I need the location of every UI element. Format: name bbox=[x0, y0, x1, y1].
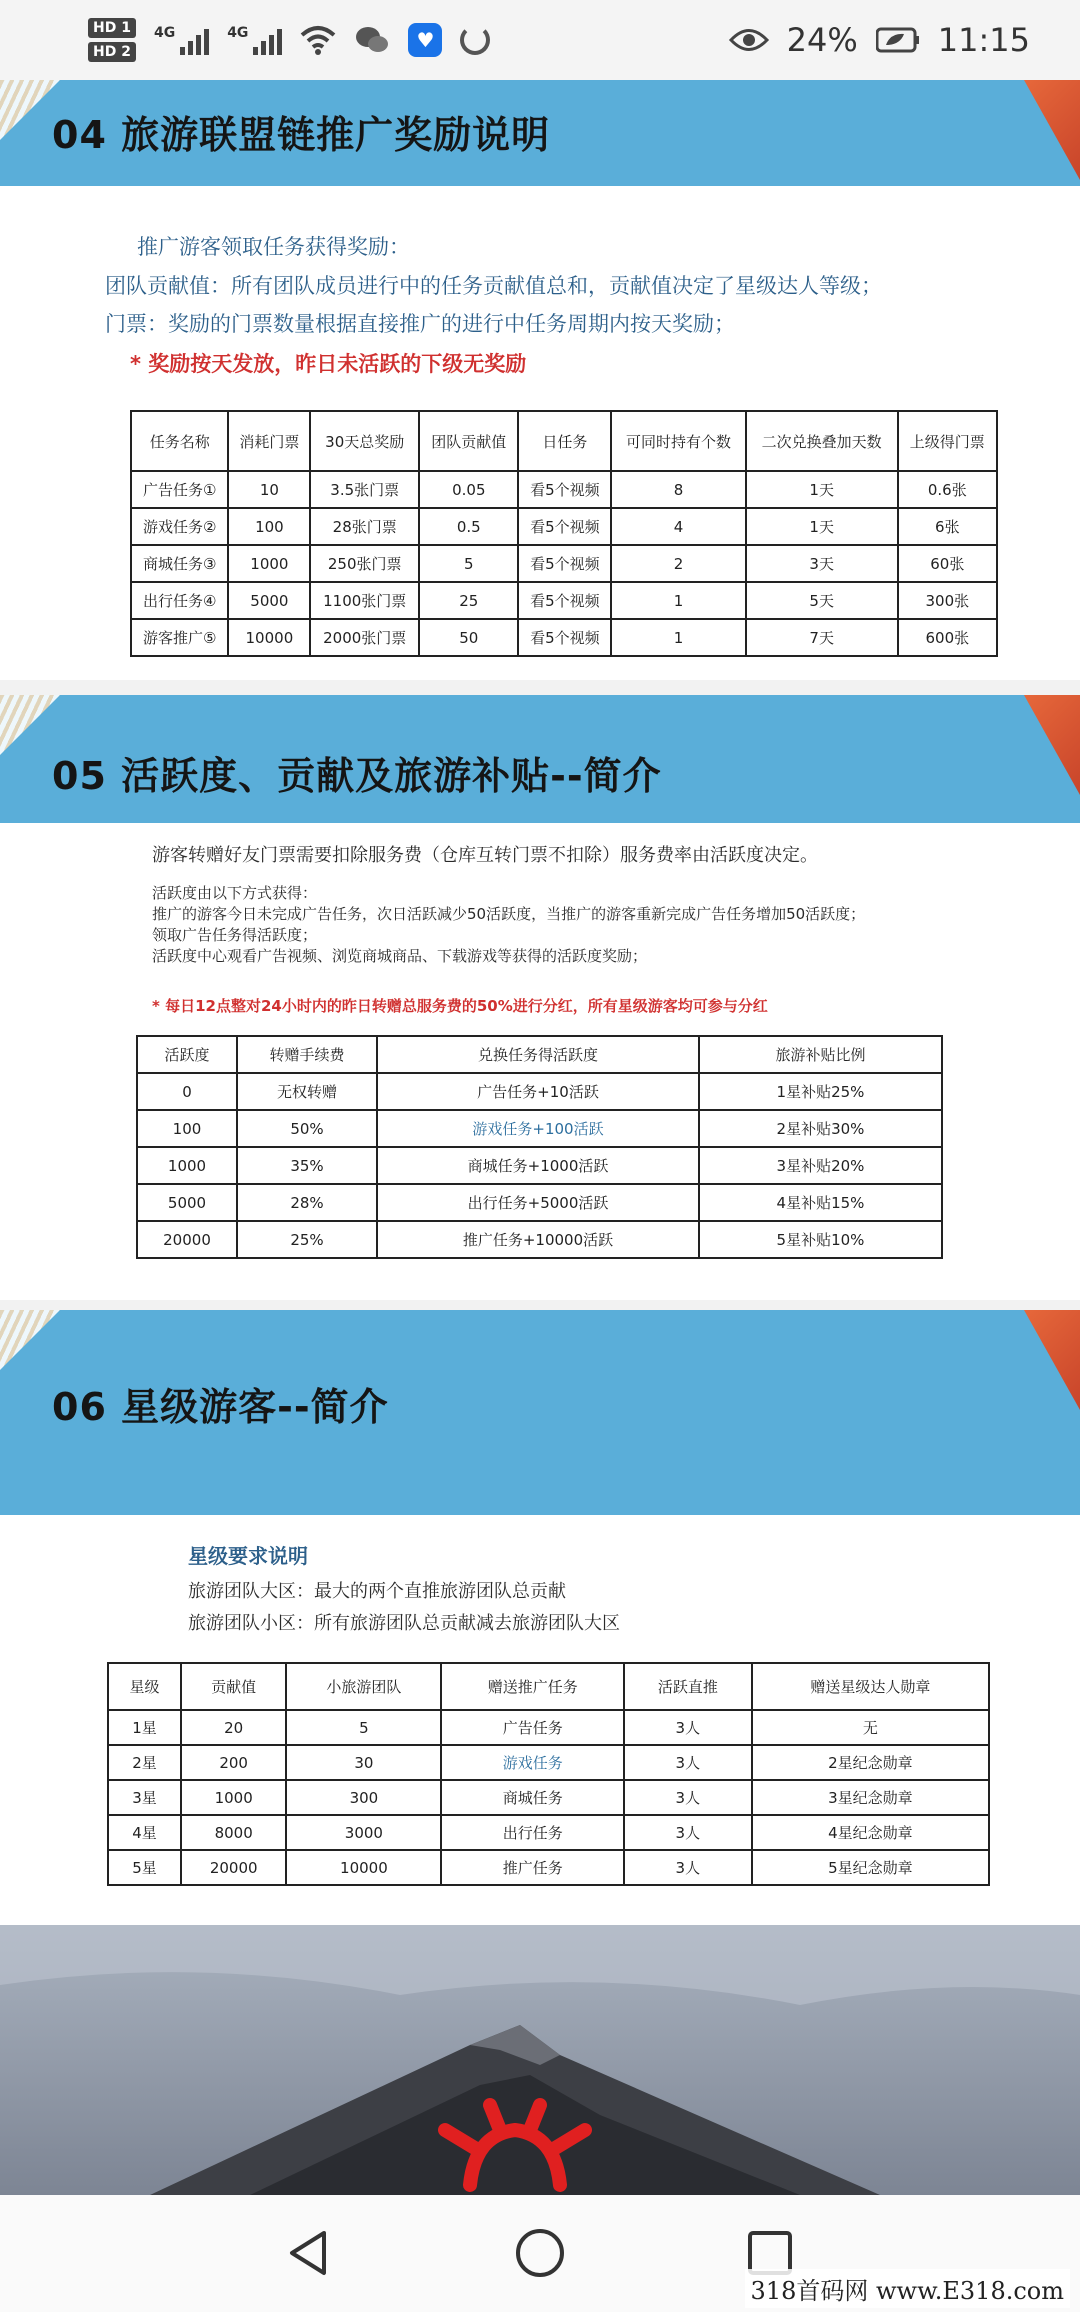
table-row bbox=[131, 582, 997, 619]
table-cell: 0.6张 bbox=[898, 471, 997, 508]
table-cell: 2星补贴30% bbox=[699, 1110, 942, 1147]
table-row bbox=[108, 1815, 989, 1850]
table-cell: 出行任务+5000活跃 bbox=[377, 1184, 699, 1221]
table-cell: 推广任务 bbox=[441, 1850, 624, 1885]
table-cell: 5 bbox=[286, 1710, 441, 1745]
table-cell: 0.05 bbox=[419, 471, 518, 508]
table-cell: 游客推广⑤ bbox=[131, 619, 228, 656]
table-cell: 1000 bbox=[181, 1780, 286, 1815]
table-cell: 5000 bbox=[137, 1184, 237, 1221]
table-cell: 1 bbox=[611, 619, 745, 656]
table-cell: 20 bbox=[181, 1710, 286, 1745]
hd2-label: HD 2 bbox=[88, 42, 136, 62]
table-cell: 2星纪念勋章 bbox=[752, 1745, 989, 1780]
table-header-cell: 消耗门票 bbox=[228, 411, 310, 471]
table-header-cell: 赠送星级达人勋章 bbox=[752, 1663, 989, 1710]
table-cell: 3.5张门票 bbox=[310, 471, 419, 508]
table-header-cell: 星级 bbox=[108, 1663, 181, 1710]
table-cell: 1星补贴25% bbox=[699, 1073, 942, 1110]
table-cell: 3人 bbox=[624, 1710, 752, 1745]
home-button[interactable] bbox=[512, 2225, 568, 2281]
app-icon: ♥ bbox=[408, 23, 442, 57]
table-cell: 3天 bbox=[746, 545, 898, 582]
table-cell: 推广任务+10000活跃 bbox=[377, 1221, 699, 1258]
notice-line: * 每日12点整对24小时内的昨日转赠总服务费的50%进行分红，所有星级游客均可参与分红 bbox=[152, 997, 768, 1015]
table-header-cell: 活跃度 bbox=[137, 1036, 237, 1073]
table-row bbox=[137, 1184, 942, 1221]
table-cell: 3人 bbox=[624, 1745, 752, 1780]
clock: 11:15 bbox=[937, 21, 1030, 59]
table-cell: 5星纪念勋章 bbox=[752, 1850, 989, 1885]
table-cell: 50 bbox=[419, 619, 518, 656]
table-row bbox=[108, 1850, 989, 1885]
table-cell: 5星补贴10% bbox=[699, 1221, 942, 1258]
table-header-row bbox=[108, 1663, 989, 1710]
table-row bbox=[131, 471, 997, 508]
table-row bbox=[137, 1147, 942, 1184]
slide-06 bbox=[0, 1310, 1080, 1925]
notice-line: * 奖励按天发放，昨日未活跃的下级无奖励 bbox=[130, 352, 527, 376]
table-cell: 1天 bbox=[746, 471, 898, 508]
table-cell: 3星 bbox=[108, 1780, 181, 1815]
table-cell: 60张 bbox=[898, 545, 997, 582]
table-header-cell: 30天总奖励 bbox=[310, 411, 419, 471]
activity-table bbox=[136, 1035, 943, 1259]
intro-line: 推广游客领取任务获得奖励： bbox=[137, 235, 410, 259]
table-cell: 4星补贴15% bbox=[699, 1184, 942, 1221]
table-cell: 无权转赠 bbox=[237, 1073, 377, 1110]
hd1-label: HD 1 bbox=[88, 18, 136, 38]
battery-percent: 24% bbox=[786, 21, 858, 59]
table-header-row bbox=[137, 1036, 942, 1073]
intro-line: 活跃度由以下方式获得： bbox=[152, 884, 318, 902]
mountain-illustration bbox=[0, 1925, 1080, 2195]
table-cell: 商城任务③ bbox=[131, 545, 228, 582]
navigation-bar bbox=[0, 2195, 1080, 2312]
table-cell: 3000 bbox=[286, 1815, 441, 1850]
table-header-cell: 二次兑换叠加天数 bbox=[746, 411, 898, 471]
signal-icon bbox=[154, 25, 209, 55]
table-cell: 1100张门票 bbox=[310, 582, 419, 619]
table-header-cell: 转赠手续费 bbox=[237, 1036, 377, 1073]
table-header-cell: 贡献值 bbox=[181, 1663, 286, 1710]
table-row bbox=[108, 1780, 989, 1815]
back-button[interactable] bbox=[280, 2225, 336, 2281]
table-header-cell: 活跃直推 bbox=[624, 1663, 752, 1710]
table-cell: 广告任务① bbox=[131, 471, 228, 508]
table-cell: 600张 bbox=[898, 619, 997, 656]
table-row bbox=[108, 1710, 989, 1745]
table-cell: 28% bbox=[237, 1184, 377, 1221]
table-cell: 1 bbox=[611, 582, 745, 619]
table-cell: 商城任务 bbox=[441, 1780, 624, 1815]
watermark: 318首码网 www.E318.com bbox=[745, 2269, 1070, 2308]
section-subtitle: 星级要求说明 bbox=[188, 1544, 308, 1568]
table-cell: 200 bbox=[181, 1745, 286, 1780]
table-cell: 4星 bbox=[108, 1815, 181, 1850]
table-row bbox=[137, 1221, 942, 1258]
table-cell: 广告任务+10活跃 bbox=[377, 1073, 699, 1110]
table-cell: 广告任务 bbox=[441, 1710, 624, 1745]
table-cell: 6张 bbox=[898, 508, 997, 545]
slide-04 bbox=[0, 80, 1080, 680]
table-cell: 5星 bbox=[108, 1850, 181, 1885]
signal-icon-2 bbox=[227, 25, 282, 55]
slide-banner bbox=[0, 1310, 1080, 1515]
slide-title: 04 旅游联盟链推广奖励说明 bbox=[52, 113, 551, 157]
table-cell: 3星纪念勋章 bbox=[752, 1780, 989, 1815]
slide-title: 06 星级游客--简介 bbox=[52, 1385, 389, 1429]
table-cell: 20000 bbox=[181, 1850, 286, 1885]
table-cell: 看5个视频 bbox=[518, 545, 611, 582]
table-cell: 1星 bbox=[108, 1710, 181, 1745]
table-cell: 1天 bbox=[746, 508, 898, 545]
table-cell: 100 bbox=[228, 508, 310, 545]
table-cell: 25 bbox=[419, 582, 518, 619]
intro-line: 团队贡献值：所有团队成员进行中的任务贡献值总和，贡献值决定了星级达人等级； bbox=[105, 274, 882, 298]
home-icon bbox=[514, 2227, 566, 2279]
table-cell: 游戏任务 bbox=[441, 1745, 624, 1780]
hd-indicator bbox=[88, 18, 136, 62]
table-row bbox=[137, 1110, 942, 1147]
table-cell: 35% bbox=[237, 1147, 377, 1184]
table-header-cell: 可同时持有个数 bbox=[611, 411, 745, 471]
table-cell: 2星 bbox=[108, 1745, 181, 1780]
wechat-icon bbox=[354, 25, 390, 55]
table-cell: 4 bbox=[611, 508, 745, 545]
table-header-cell: 赠送推广任务 bbox=[441, 1663, 624, 1710]
reward-table bbox=[130, 410, 998, 657]
table-cell: 7天 bbox=[746, 619, 898, 656]
battery-icon bbox=[876, 27, 920, 53]
loading-icon bbox=[460, 25, 490, 55]
star-table bbox=[107, 1662, 990, 1886]
table-cell: 10000 bbox=[286, 1850, 441, 1885]
table-cell: 20000 bbox=[137, 1221, 237, 1258]
table-cell: 10000 bbox=[228, 619, 310, 656]
table-header-cell: 小旅游团队 bbox=[286, 1663, 441, 1710]
back-icon bbox=[284, 2228, 332, 2278]
table-cell: 2000张门票 bbox=[310, 619, 419, 656]
table-header-cell: 日任务 bbox=[518, 411, 611, 471]
table-cell: 看5个视频 bbox=[518, 471, 611, 508]
table-row bbox=[131, 545, 997, 582]
table-cell: 28张门票 bbox=[310, 508, 419, 545]
table-row bbox=[137, 1073, 942, 1110]
slide-title: 05 活跃度、贡献及旅游补贴--简介 bbox=[52, 754, 662, 798]
table-row bbox=[108, 1745, 989, 1780]
table-cell: 无 bbox=[752, 1710, 989, 1745]
intro-line: 旅游团队大区：最大的两个直推旅游团队总贡献 bbox=[188, 1581, 566, 1602]
table-cell: 看5个视频 bbox=[518, 582, 611, 619]
table-header-cell: 团队贡献值 bbox=[419, 411, 518, 471]
table-cell: 50% bbox=[237, 1110, 377, 1147]
table-cell: 3星补贴20% bbox=[699, 1147, 942, 1184]
table-cell: 5000 bbox=[228, 582, 310, 619]
table-header-cell: 旅游补贴比例 bbox=[699, 1036, 942, 1073]
slide-05 bbox=[0, 695, 1080, 1300]
table-cell: 5天 bbox=[746, 582, 898, 619]
intro-line: 领取广告任务得活跃度； bbox=[152, 926, 318, 944]
table-cell: 0.5 bbox=[419, 508, 518, 545]
mountain-photo bbox=[0, 1925, 1080, 2195]
intro-line: 游客转赠好友门票需要扣除服务费（仓库互转门票不扣除）服务费率由活跃度决定。 bbox=[152, 845, 818, 866]
table-cell: 看5个视频 bbox=[518, 619, 611, 656]
table-cell: 出行任务 bbox=[441, 1815, 624, 1850]
table-cell: 1000 bbox=[137, 1147, 237, 1184]
status-bar bbox=[0, 0, 1080, 80]
table-cell: 8 bbox=[611, 471, 745, 508]
network2-label: 4G bbox=[227, 25, 249, 41]
table-cell: 4星纪念勋章 bbox=[752, 1815, 989, 1850]
table-cell: 3人 bbox=[624, 1815, 752, 1850]
table-cell: 3人 bbox=[624, 1780, 752, 1815]
table-cell: 游戏任务+100活跃 bbox=[377, 1110, 699, 1147]
table-cell: 出行任务④ bbox=[131, 582, 228, 619]
table-cell: 看5个视频 bbox=[518, 508, 611, 545]
table-cell: 10 bbox=[228, 471, 310, 508]
eye-icon bbox=[729, 27, 769, 53]
table-cell: 300张 bbox=[898, 582, 997, 619]
intro-line: 活跃度中心观看广告视频、浏览商城商品、下载游戏等获得的活跃度奖励； bbox=[152, 947, 648, 965]
table-row bbox=[131, 508, 997, 545]
slide-banner bbox=[0, 80, 1080, 186]
table-row bbox=[131, 619, 997, 656]
table-cell: 100 bbox=[137, 1110, 237, 1147]
table-cell: 游戏任务② bbox=[131, 508, 228, 545]
table-cell: 3人 bbox=[624, 1850, 752, 1885]
slide-banner bbox=[0, 695, 1080, 823]
table-header-cell: 上级得门票 bbox=[898, 411, 997, 471]
wifi-icon bbox=[300, 25, 336, 55]
intro-line: 推广的游客今日未完成广告任务，次日活跃减少50活跃度，当推广的游客重新完成广告任务增加50活跃度； bbox=[152, 905, 866, 923]
intro-line: 旅游团队小区：所有旅游团队总贡献减去旅游团队大区 bbox=[188, 1613, 620, 1634]
table-cell: 2 bbox=[611, 545, 745, 582]
table-cell: 商城任务+1000活跃 bbox=[377, 1147, 699, 1184]
table-header-cell: 兑换任务得活跃度 bbox=[377, 1036, 699, 1073]
intro-line: 门票：奖励的门票数量根据直接推广的进行中任务周期内按天奖励； bbox=[105, 312, 735, 336]
table-cell: 5 bbox=[419, 545, 518, 582]
table-cell: 30 bbox=[286, 1745, 441, 1780]
table-cell: 300 bbox=[286, 1780, 441, 1815]
table-cell: 8000 bbox=[181, 1815, 286, 1850]
table-header-cell: 任务名称 bbox=[131, 411, 228, 471]
table-cell: 250张门票 bbox=[310, 545, 419, 582]
table-cell: 0 bbox=[137, 1073, 237, 1110]
network1-label: 4G bbox=[153, 25, 176, 41]
table-cell: 25% bbox=[237, 1221, 377, 1258]
table-header-row bbox=[131, 411, 997, 471]
table-cell: 1000 bbox=[228, 545, 310, 582]
